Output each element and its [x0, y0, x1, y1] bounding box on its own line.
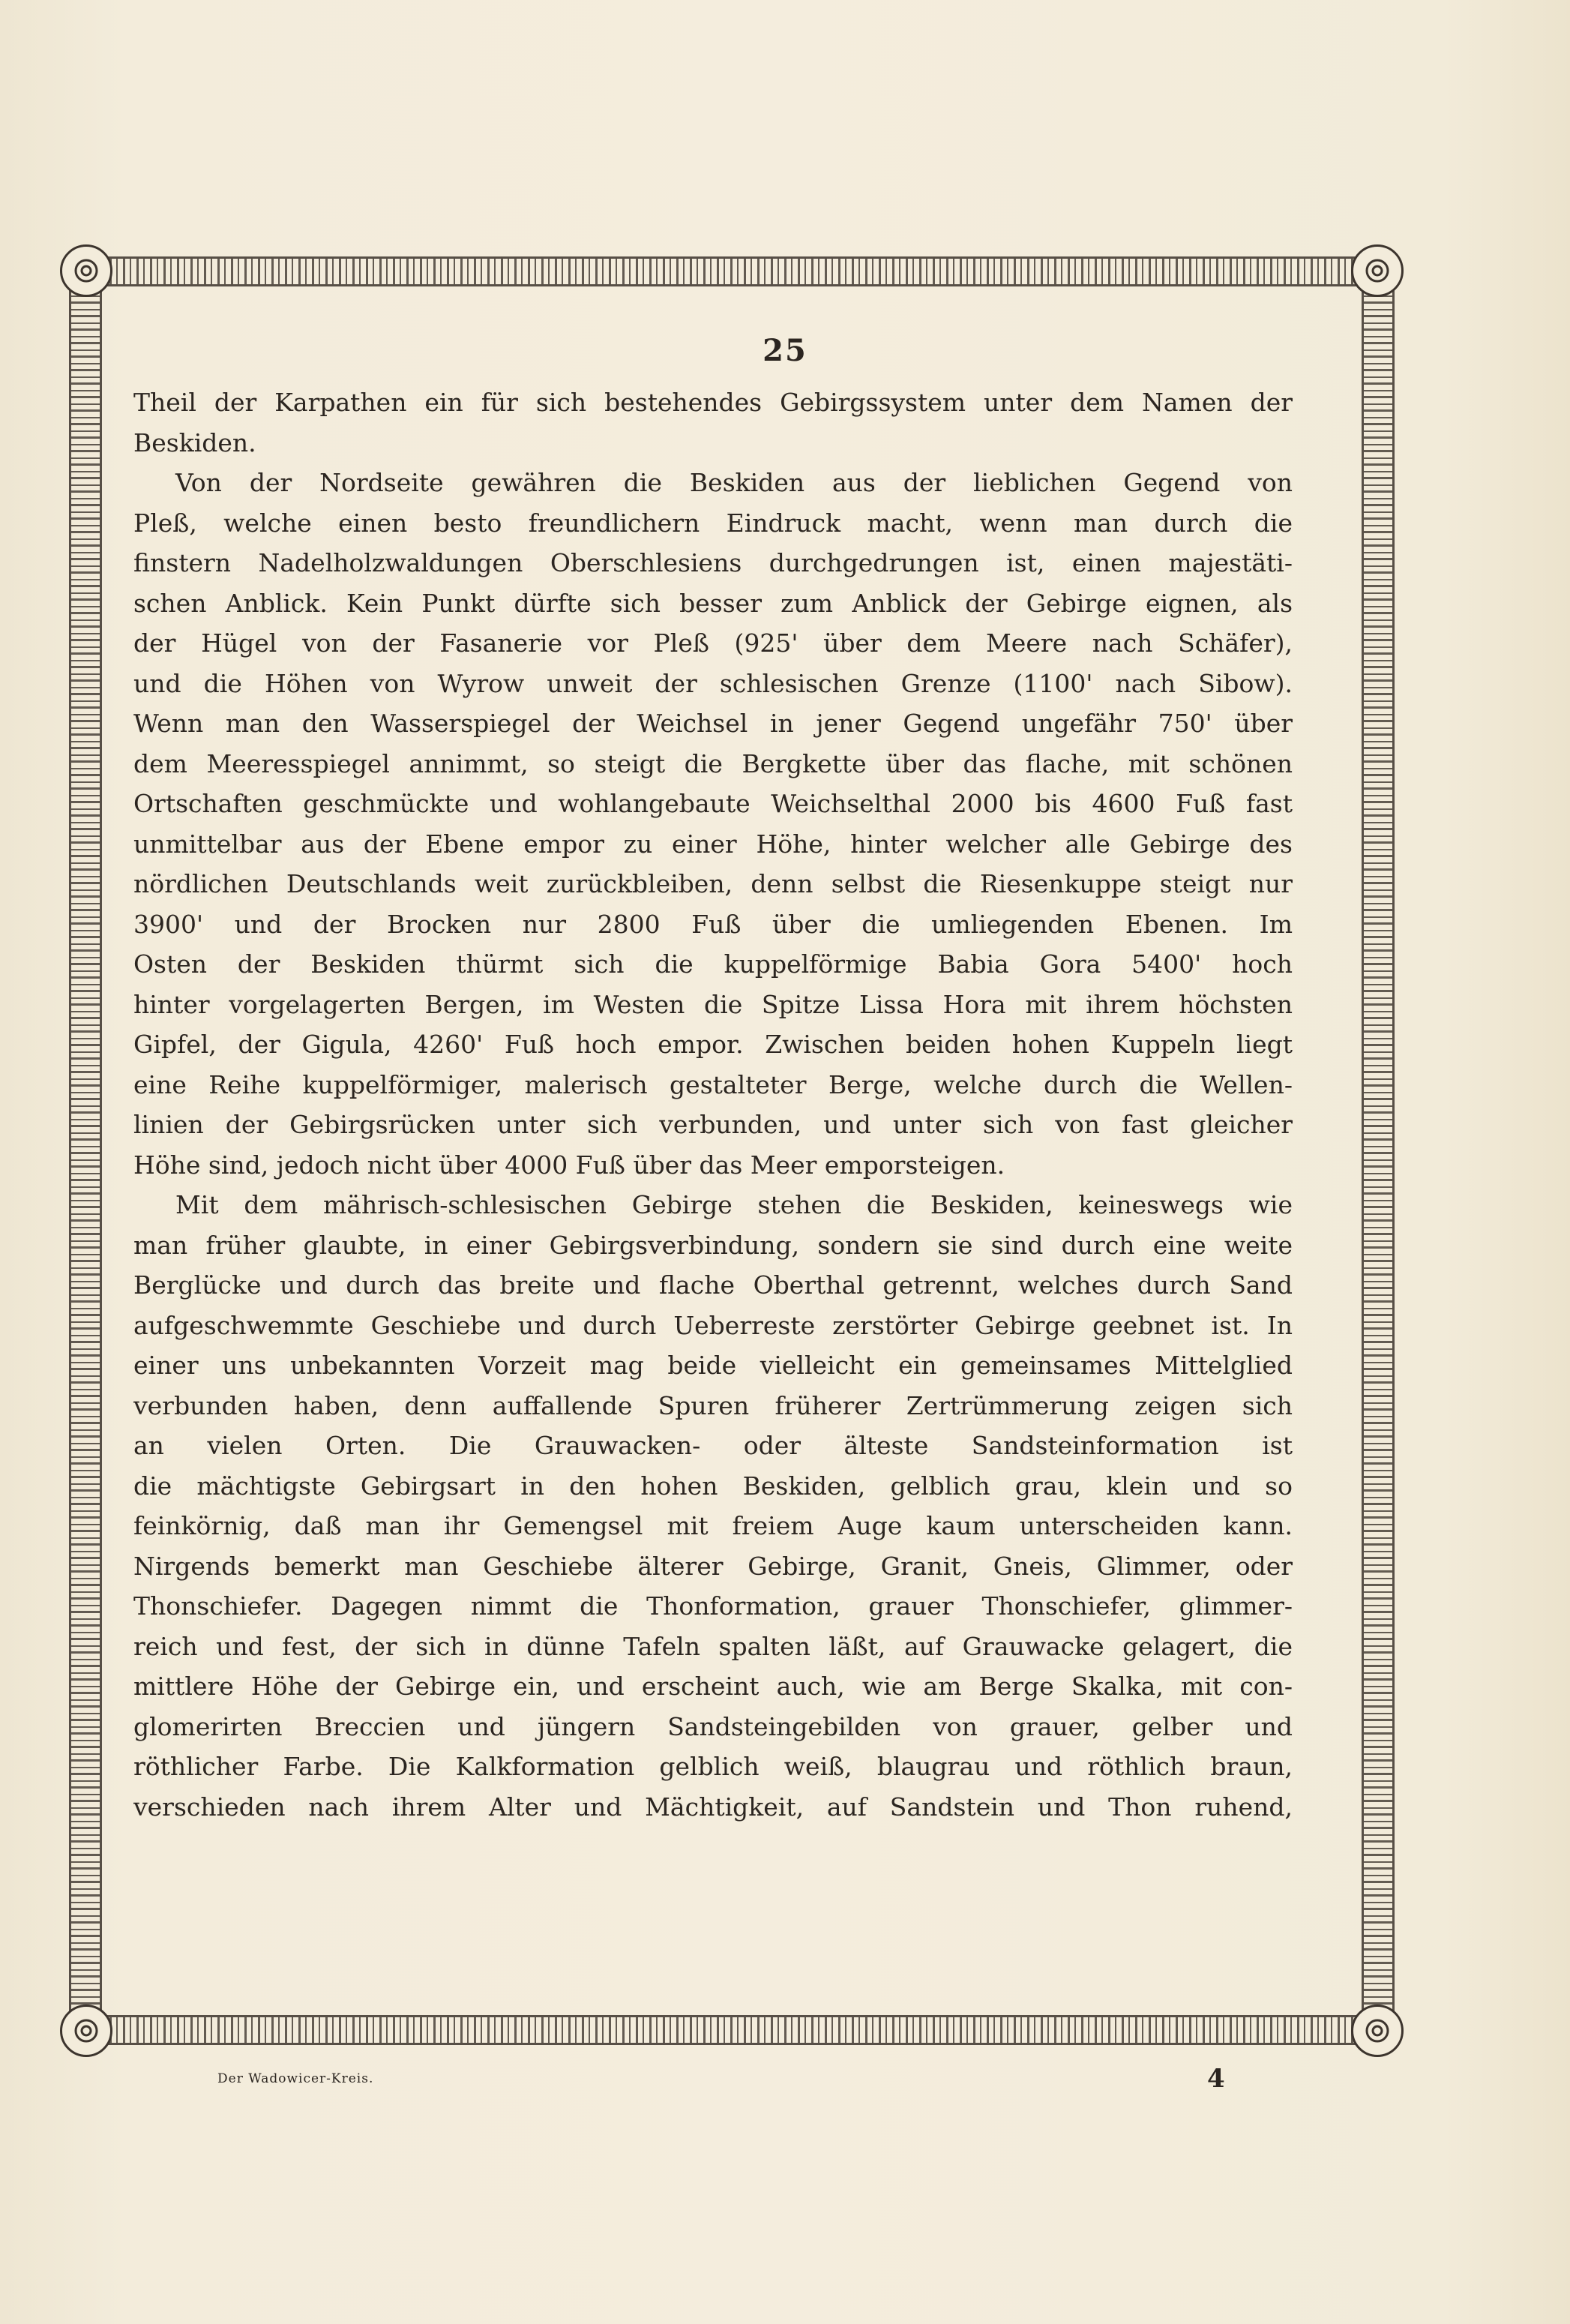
text-line: linien der Gebirgsrücken unter sich verbunden, und unter sich von fast gleicher: [133, 1110, 1293, 1139]
border-right: [1362, 256, 1395, 2045]
text-line: verschieden nach ihrem Alter und Mächtigkeit, auf Sandstein und Thon ruhend,: [133, 1792, 1293, 1822]
text-line: einer uns unbekannten Vorzeit mag beide vielleicht ein gemeinsames Mittelglied: [133, 1351, 1293, 1380]
text-line: Gipfel, der Gigula, 4260' Fuß hoch empor. Zwischen beiden hohen Kuppeln liegt: [133, 1030, 1293, 1059]
text-line: Berglücke und durch das breite und flache Oberthal getrennt, welches durch Sand: [133, 1270, 1293, 1300]
text-line: feinkörnig, daß man ihr Gemengsel mit freiem Auge kaum unterscheiden kann.: [133, 1511, 1293, 1540]
text-line: aufgeschwemmte Geschiebe und durch Ueberreste zerstörter Gebirge geebnet ist. In: [133, 1310, 1293, 1340]
text-line: unmittelbar aus der Ebene empor zu einer Höhe, hinter welcher alle Gebirge des: [133, 829, 1293, 859]
text-line: die mächtigste Gebirgsart in den hohen Beskiden, gelblich grau, klein und so: [133, 1471, 1293, 1501]
text-line: Mit dem mährisch-schlesischen Gebirge stehen die Beskiden, keineswegs wie: [175, 1190, 1293, 1219]
text-line: dem Meeresspiegel annimmt, so steigt die Bergkette über das flache, mit schönen: [133, 748, 1293, 778]
text-line: man früher glaubte, in einer Gebirgsverbindung, sondern sie sind durch eine weite: [133, 1230, 1293, 1260]
text-line: röthlicher Farbe. Die Kalkformation gelblich weiß, blaugrau und röthlich braun,: [133, 1752, 1293, 1781]
text-line: nördlichen Deutschlands weit zurückbleiben, denn selbst die Riesenkuppe steigt nur: [133, 869, 1293, 898]
text-line: hinter vorgelagerten Bergen, im Westen die Spitze Lissa Hora mit ihrem höchsten: [133, 989, 1293, 1019]
text-line: an vielen Orten. Die Grauwacken- oder älteste Sandsteinformation ist: [133, 1431, 1293, 1460]
border-bottom: [69, 2015, 1395, 2045]
text-line: Nirgends bemerkt man Geschiebe älterer Gebirge, Granit, Gneis, Glimmer, oder: [133, 1551, 1293, 1581]
footer-title: Der Wadowicer-Kreis.: [217, 2071, 374, 2086]
text-line: der Hügel von der Fasanerie vor Pleß (925' über dem Meere nach Schäfer),: [133, 628, 1293, 658]
text-line: schen Anblick. Kein Punkt dürfte sich besser zum Anblick der Gebirge eignen, als: [133, 588, 1293, 618]
body-text: [133, 382, 1293, 1827]
text-line: Beskiden.: [133, 427, 256, 457]
text-line: 3900' und der Brocken nur 2800 Fuß über die umliegenden Ebenen. Im: [133, 909, 1293, 939]
text-line: Thonschiefer. Dagegen nimmt die Thonformation, grauer Thonschiefer, glimmer-: [133, 1591, 1293, 1621]
signature-mark: 4: [1207, 2064, 1225, 2094]
text-line: mittlere Höhe der Gebirge ein, und erscheint auch, wie am Berge Skalka, mit con-: [133, 1672, 1293, 1701]
text-line: finstern Nadelholzwaldungen Oberschlesiens durchgedrungen ist, einen majestäti-: [133, 548, 1293, 577]
text-line: Osten der Beskiden thürmt sich die kuppelförmige Babia Gora 5400' hoch: [133, 949, 1293, 979]
text-line: eine Reihe kuppelförmiger, malerisch gestalteter Berge, welche durch die Wellen-: [133, 1069, 1293, 1099]
text-line: Höhe sind, jedoch nicht über 4000 Fuß über das Meer emporsteigen.: [133, 1150, 1005, 1180]
text-line: Von der Nordseite gewähren die Beskiden aus der lieblichen Gegend von: [175, 468, 1293, 497]
text-line: glomerirten Breccien und jüngern Sandsteingebilden von grauer, gelber und: [133, 1711, 1293, 1741]
text-line: Theil der Karpathen ein für sich bestehendes Gebirgssystem unter dem Namen der: [133, 388, 1293, 417]
text-line: Pleß, welche einen besto freundlichern Eindruck macht, wenn man durch die: [133, 508, 1293, 538]
text-line: reich und fest, der sich in dünne Tafeln spalten läßt, auf Grauwacke gelagert, die: [133, 1631, 1293, 1661]
text-line: Wenn man den Wasserspiegel der Weichsel in jener Gegend ungefähr 750' über: [133, 709, 1293, 738]
text-line: verbunden haben, denn auffallende Spuren früherer Zertrümmerung zeigen sich: [133, 1390, 1293, 1420]
text-line: Ortschaften geschmückte und wohlangebaute Weichselthal 2000 bis 4600 Fuß fast: [133, 789, 1293, 818]
text-line: und die Höhen von Wyrow unweit der schlesischen Grenze (1100' nach Sibow).: [133, 668, 1293, 698]
page-number: 25: [763, 333, 807, 368]
